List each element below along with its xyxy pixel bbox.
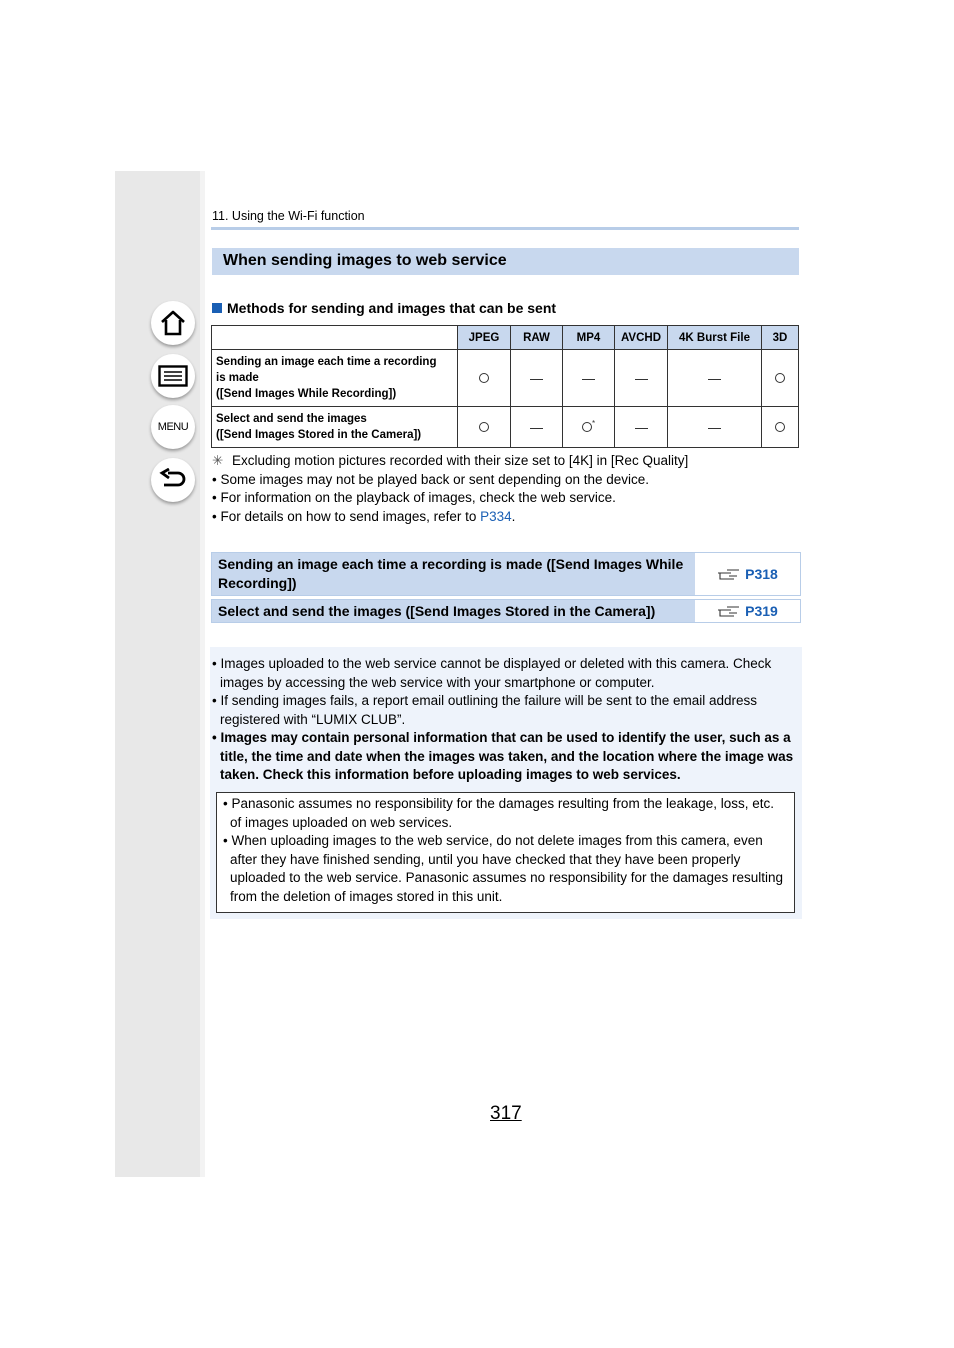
- section-title-bar: [212, 248, 799, 275]
- table-header-row: [212, 326, 799, 350]
- disclaimer-item: • Panasonic assumes no responsibility for the damages resulting from the leakage, loss, etc. of images uploaded on web services.: [223, 796, 775, 830]
- circle-mark-icon: [479, 373, 489, 383]
- square-bullet-icon: [212, 303, 222, 313]
- reference-row: [211, 599, 801, 623]
- table-cell: [615, 350, 668, 407]
- reference-row: [211, 552, 801, 596]
- menu-button[interactable]: [151, 405, 195, 449]
- column-header: AVCHD: [615, 326, 668, 350]
- column-header: RAW: [511, 326, 563, 350]
- circle-mark-icon: [775, 373, 785, 383]
- row-label-line: Sending an image each time a recording: [216, 356, 437, 368]
- pointing-hand-icon: [717, 567, 741, 581]
- contents-button[interactable]: [151, 354, 195, 398]
- table-notes: [212, 452, 802, 527]
- back-button[interactable]: [151, 458, 195, 502]
- row-label-line: is made: [216, 372, 259, 384]
- row-label-line: Select and send the images: [216, 413, 367, 425]
- page-link-p334[interactable]: P334: [480, 509, 512, 525]
- dash-mark-icon: [530, 379, 543, 380]
- section-title: When sending images to web service: [223, 252, 507, 269]
- asterisk-note-text: Excluding motion pictures recorded with their size set to [4K] in [Rec Quality]: [232, 453, 689, 468]
- disclaimer-box: [216, 792, 795, 913]
- row-label-line: ([Send Images While Recording]): [216, 388, 397, 400]
- page-number: 317: [490, 1103, 522, 1124]
- dash-mark-icon: [635, 428, 648, 429]
- note-bullet: • For details on how to send images, refer to P334.: [212, 509, 516, 525]
- circle-mark-icon: [582, 422, 592, 432]
- page-link-p319[interactable]: [695, 600, 800, 622]
- page-link-p318[interactable]: [695, 553, 800, 595]
- table-cell: [563, 407, 615, 448]
- reference-label: Select and send the images ([Send Images Stored in the Camera]): [212, 600, 695, 622]
- caution-text: Images may contain personal information that can be used to identify the user, such as a title, the time and date when the images was taken, and the location where the image was taken. Check this information before uploading images to web services.: [220, 730, 794, 782]
- disclaimer-text: Panasonic assumes no responsibility for the damages resulting from the leakage, loss, etc. of images uploaded on web services.: [230, 796, 775, 830]
- table-cell: [668, 407, 762, 448]
- circle-mark-icon: [479, 422, 489, 432]
- methods-table: [211, 325, 799, 448]
- note-text: .: [511, 509, 516, 525]
- caution-text: Images uploaded to the web service cannot be displayed or deleted with this camera. Check images by accessing the web service with your smartphone or computer.: [220, 656, 772, 690]
- table-row: [212, 350, 799, 407]
- back-arrow-icon: [159, 468, 187, 492]
- column-header: MP4: [563, 326, 615, 350]
- table-cell: [511, 407, 563, 448]
- subheading: [212, 300, 556, 316]
- caution-list: [212, 655, 802, 785]
- row-label: [212, 350, 458, 407]
- caution-item: • If sending images fails, a report email outlining the failure will be sent to the email address registered with “LUMIX CLUB”.: [212, 693, 758, 727]
- note-bullet: • For information on the playback of images, check the web service.: [212, 490, 616, 506]
- table-cell: [563, 350, 615, 407]
- home-icon: [159, 310, 187, 336]
- reference-page: P319: [745, 603, 778, 619]
- menu-label: MENU: [157, 421, 189, 433]
- table-cell: [511, 350, 563, 407]
- table-row: [212, 407, 799, 448]
- note-text: Some images may not be played back or sent depending on the device.: [220, 471, 650, 487]
- table-cell: [668, 350, 762, 407]
- dash-mark-icon: [530, 428, 543, 429]
- table-cell: [762, 350, 799, 407]
- note-text: For information on the playback of images, check the web service.: [220, 490, 616, 506]
- table-cell: [458, 407, 511, 448]
- dash-mark-icon: [582, 379, 595, 380]
- table-cell: [762, 407, 799, 448]
- dash-mark-icon: [635, 379, 648, 380]
- caution-item-bold: • Images may contain personal information that can be used to identify the user, such as a title, the time and date when the images was taken, and the location where the image was taken. Check this information before uploading images to web services.: [212, 730, 794, 782]
- asterisk-note: [212, 452, 802, 471]
- sidebar-edge: [200, 171, 205, 1177]
- asterisk-mark: *: [591, 419, 596, 429]
- disclaimer-text: When uploading images to the web service, do not delete images from this camera, even after they have finished sending, until you have checked that they have been properly uploaded to the web service. Panasonic assumes no responsibility for the damages resulting from the deletion of images stored in this unit.: [230, 833, 784, 904]
- dash-mark-icon: [708, 428, 721, 429]
- column-header: 3D: [762, 326, 799, 350]
- disclaimer-item: • When uploading images to the web service, do not delete images from this camera, even after they have finished sending, until you have checked that they have been properly uploaded to the web service. Panasonic assumes no responsibility for the damages resulting from the deletion of images stored in this unit.: [223, 833, 784, 904]
- breadcrumb: 11. Using the Wi-Fi function: [212, 209, 365, 223]
- row-label-line: ([Send Images Stored in the Camera]): [216, 429, 422, 441]
- row-label: [212, 407, 458, 448]
- table-corner: [212, 326, 458, 350]
- table-cell: [458, 350, 511, 407]
- caution-text: If sending images fails, a report email outlining the failure will be sent to the email address registered with “LUMIX CLUB”.: [220, 693, 758, 727]
- circle-mark-icon: [775, 422, 785, 432]
- header-rule: [211, 227, 799, 230]
- column-header: 4K Burst File: [668, 326, 762, 350]
- asterisk-symbol: ✳: [212, 453, 224, 468]
- home-button[interactable]: [151, 301, 195, 345]
- column-header: JPEG: [458, 326, 511, 350]
- pointing-hand-icon: [717, 604, 741, 618]
- list-icon: [158, 365, 188, 387]
- note-bullet: • Some images may not be played back or sent depending on the device.: [212, 471, 650, 487]
- reference-page: P318: [745, 566, 778, 582]
- reference-label: Sending an image each time a recording is made ([Send Images While Recording]): [212, 553, 695, 595]
- dash-mark-icon: [708, 379, 721, 380]
- caution-item: • Images uploaded to the web service cannot be displayed or deleted with this camera. Check images by accessing the web service with your smartphone or computer.: [212, 656, 772, 690]
- note-text: For details on how to send images, refer to: [220, 509, 481, 525]
- subheading-text: Methods for sending and images that can be sent: [227, 300, 557, 316]
- table-cell: [615, 407, 668, 448]
